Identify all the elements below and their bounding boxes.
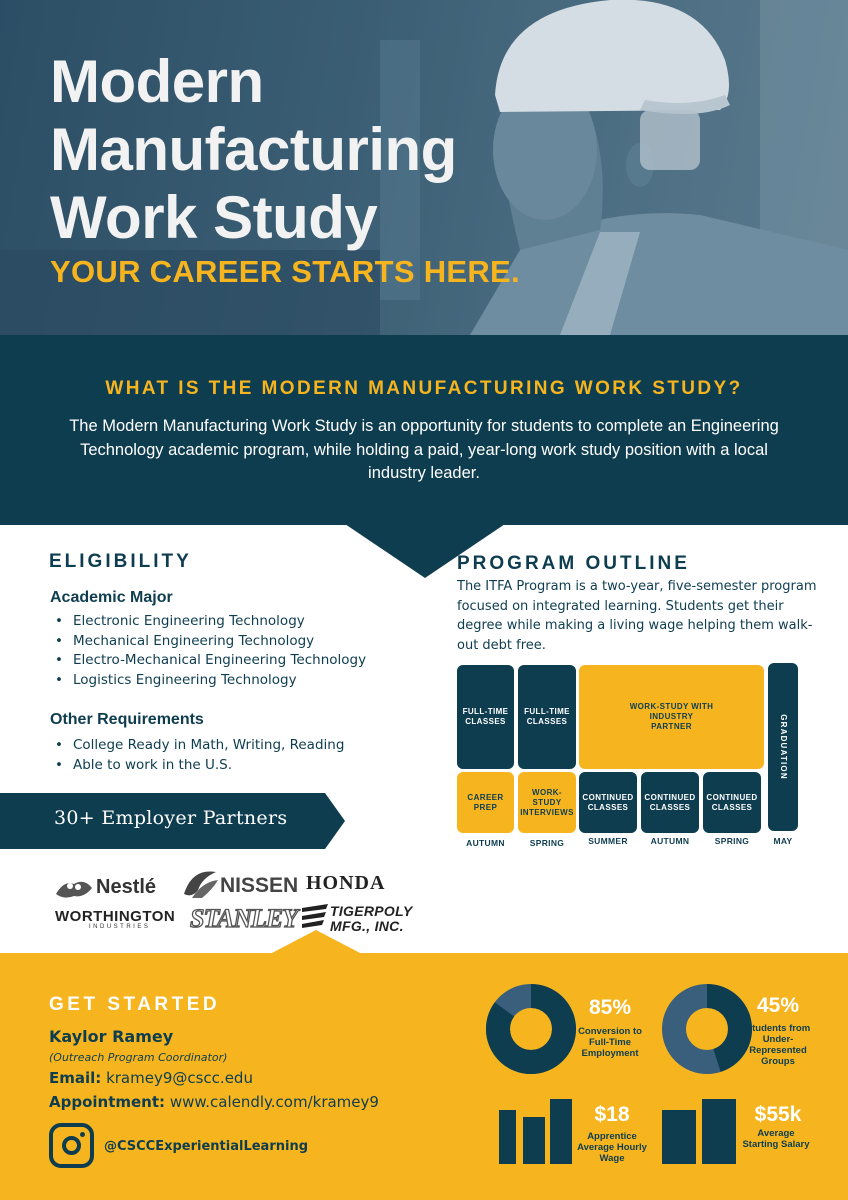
block-continued-classes-2: CONTINUED CLASSES [641, 772, 699, 833]
list-item: • Able to work in the U.S. [55, 756, 344, 776]
wage-bar-icon [523, 1117, 545, 1164]
email-link[interactable]: kramey9@cscc.edu [106, 1069, 253, 1087]
conversion-label: Conversion to Full-Time Employment [578, 1026, 642, 1059]
instagram-icon[interactable] [49, 1123, 94, 1168]
honda-logo: HONDA [306, 872, 386, 894]
appointment-label: Appointment: [49, 1093, 166, 1111]
salary-value: $55k [754, 1103, 802, 1126]
appointment-line [49, 1093, 379, 1111]
tigerpoly-mfg-text: MFG., INC. [330, 918, 404, 934]
list-item: • Electronic Engineering Technology [55, 612, 366, 632]
tagline: YOUR CAREER STARTS HERE. [50, 254, 520, 289]
worthington-logo: WORTHINGTON [55, 908, 176, 925]
conversion-donut-chart [486, 984, 576, 1074]
graduation-label: GRADUATION [779, 714, 788, 780]
nissen-logo: NISSEN [220, 874, 299, 897]
semester-label: SPRING [714, 836, 750, 846]
tigerpoly-logo: TIGERPOLY [330, 903, 413, 919]
underrep-donut-chart [662, 984, 752, 1074]
about-body: The Modern Manufacturing Work Study is an opportunity for students to complete an Engineering Technology academic program, while holding a paid, year-long work study position with a local industry leader. [69, 417, 779, 482]
nestle-nest-icon [54, 874, 94, 900]
block-graduation [768, 663, 798, 831]
block-work-study: WORK-STUDY WITH INDUSTRY PARTNER [579, 665, 764, 769]
semester-label: AUTUMN [650, 836, 690, 846]
semester-label: AUTUMN [466, 838, 505, 848]
list-item: • Logistics Engineering Technology [55, 671, 366, 691]
employer-partners-label: 30+ Employer Partners [54, 807, 288, 829]
about-section [0, 335, 848, 525]
block-continued-classes-1: CONTINUED CLASSES [579, 772, 637, 833]
wage-label: Apprentice Average Hourly Wage [577, 1131, 647, 1164]
appointment-link[interactable]: www.calendly.com/kramey9 [169, 1093, 379, 1111]
salary-bar-icon [662, 1110, 696, 1164]
block-continued-classes-3: CONTINUED CLASSES [703, 772, 761, 833]
partner-logos [0, 860, 440, 940]
block-work-study-interviews: WORK-STUDY INTERVIEWS [518, 772, 576, 833]
instagram-handle[interactable]: @CSCCExperientialLearning [104, 1139, 309, 1154]
wage-bar-icon [499, 1110, 516, 1164]
wage-value: $18 [594, 1103, 630, 1126]
block-career-prep: CAREER PREP [457, 772, 514, 833]
get-started-heading: GET STARTED [49, 994, 221, 1015]
academic-major-heading: Academic Major [50, 589, 173, 606]
semester-label: SPRING [529, 838, 565, 848]
email-label: Email: [49, 1069, 102, 1087]
majors-list [55, 612, 366, 690]
about-heading: WHAT IS THE MODERN MANUFACTURING WORK STUDY? [105, 378, 743, 399]
other-requirements-heading: Other Requirements [50, 711, 204, 728]
stanley-logo: STANLEY [190, 904, 298, 933]
list-item: • Electro-Mechanical Engineering Technology [55, 651, 366, 671]
semester-label: SUMMER [588, 836, 628, 846]
email-line [49, 1069, 253, 1087]
worthington-industries-text: INDUSTRIES [89, 924, 151, 930]
salary-bar-icon [702, 1099, 736, 1164]
wage-bar-icon [550, 1099, 572, 1164]
underrep-value: 45% [756, 994, 800, 1017]
page-title: Modern Manufacturing Work Study [50, 48, 457, 251]
requirements-list [55, 736, 344, 775]
list-item: • Mechanical Engineering Technology [55, 632, 366, 652]
program-outline-body: The ITFA Program is a two-year, five-semester program focused on integrated learning. Students get their degree while making a living wage helping them walk-out debt free. [457, 579, 817, 653]
nissen-mark-icon [182, 868, 218, 900]
list-item: • College Ready in Math, Writing, Reading [55, 736, 344, 756]
program-outline-heading: PROGRAM OUTLINE [457, 553, 690, 574]
block-full-time-classes-2: FULL-TIME CLASSES [518, 665, 576, 769]
tigerpoly-stripes-icon [302, 904, 328, 930]
nestle-logo: Nestlé [96, 876, 157, 898]
section-notch-up [0, 930, 848, 954]
salary-label: Average Starting Salary [742, 1128, 810, 1150]
eligibility-heading: ELIGIBILITY [49, 551, 192, 572]
employer-partners-banner [0, 793, 345, 849]
contact-role: (Outreach Program Coordinator) [49, 1051, 228, 1064]
contact-name: Kaylor Ramey [49, 1027, 174, 1046]
underrep-label: Students from Under-Represented Groups [745, 1023, 811, 1067]
conversion-value: 85% [588, 996, 632, 1019]
hero-banner [0, 0, 848, 335]
block-full-time-classes-1: FULL-TIME CLASSES [457, 665, 514, 769]
semester-label: MAY [773, 836, 793, 846]
